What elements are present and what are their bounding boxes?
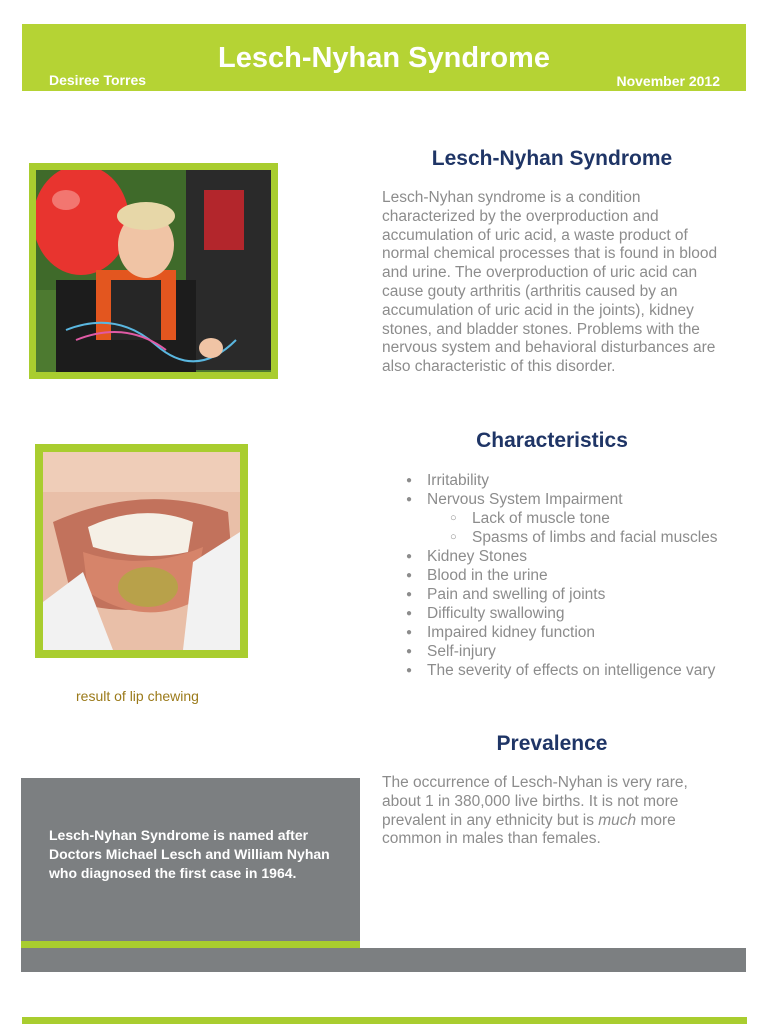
author-name: Desiree Torres (49, 72, 147, 88)
bullet-icon: ● (406, 475, 413, 486)
bullet-icon: ● (406, 646, 413, 657)
prevalence-text-start: The occurrence of Lesch-Nyhan is very rare, about 1 in 380,000 live births. It is not more prevalent in any ethnicity but is (382, 774, 688, 829)
lip-photo (35, 444, 248, 658)
prevalence-heading: Prevalence (496, 732, 608, 755)
list-item-text: Lack of muscle tone (472, 510, 610, 527)
sidebar-callout (21, 778, 360, 941)
bullet-icon: ● (406, 494, 413, 505)
prevalence-text-end: more common in males than females. (382, 811, 676, 848)
footer-bar (21, 948, 746, 972)
list-item-text: Pain and swelling of joints (427, 586, 606, 603)
prevalence-paragraph (382, 774, 727, 849)
bullet-icon: ● (406, 627, 413, 638)
list-item-text: Difficulty swallowing (427, 605, 565, 622)
header-banner (22, 24, 746, 91)
bullet-icon: ● (406, 608, 413, 619)
hollow-bullet-icon: ○ (450, 531, 457, 543)
prevalence-emphasis: much (598, 811, 637, 829)
intro-heading: Lesch-Nyhan Syndrome (431, 147, 673, 170)
list-item (382, 471, 727, 490)
bullet-icon: ● (406, 589, 413, 600)
lip-photo-image (43, 452, 240, 650)
bullet-icon: ● (406, 665, 413, 676)
list-item-text: Impaired kidney function (427, 624, 596, 641)
list-item (382, 547, 727, 566)
list-item (382, 604, 727, 623)
list-item (382, 585, 727, 604)
newsletter-title: Lesch-Nyhan Syndrome (218, 42, 550, 74)
accent-strip (21, 941, 360, 948)
sidebar-text: Lesch-Nyhan Syndrome is named after Doctors Michael Lesch and William Nyhan who diagnosed the first case in 1964. (49, 827, 330, 881)
list-item-text: Blood in the urine (427, 567, 548, 584)
list-item-text: The severity of effects on intelligence vary (427, 662, 716, 679)
bullet-icon: ● (406, 570, 413, 581)
list-item (382, 623, 727, 642)
intro-paragraph: Lesch-Nyhan syndrome is a condition characterized by the overproduction and accumulation of uric acid, a waste product of normal chemical processes that is found in blood and urine. The overproduction of uric acid can cause gouty arthritis (arthritis caused by an accumulation of uric acid in the joints), kidney stones, and bladder stones. Problems with the nervous system and behavioral disturbances are also characteristic of this disorder. (382, 189, 718, 376)
boy-photo-image (36, 170, 271, 372)
list-item-text: Nervous System Impairment (427, 491, 623, 508)
bottom-divider (22, 1017, 747, 1024)
list-item (382, 642, 727, 661)
list-item-text: Spasms of limbs and facial muscles (472, 529, 718, 546)
issue-date: November 2012 (616, 73, 720, 89)
list-item (382, 490, 727, 509)
characteristics-heading: Characteristics (476, 429, 628, 452)
list-item-text: Kidney Stones (427, 548, 527, 565)
list-item (382, 566, 727, 585)
bullet-icon: ● (406, 551, 413, 562)
list-item-text: Self-injury (427, 643, 496, 660)
sub-list-item (382, 509, 727, 528)
list-item-text: Irritability (427, 472, 490, 489)
sub-list-item (382, 528, 727, 547)
list-item (382, 661, 727, 680)
photo-caption: result of lip chewing (76, 688, 199, 704)
hollow-bullet-icon: ○ (450, 512, 457, 524)
boy-photo (29, 163, 278, 379)
characteristics-list (382, 471, 727, 680)
